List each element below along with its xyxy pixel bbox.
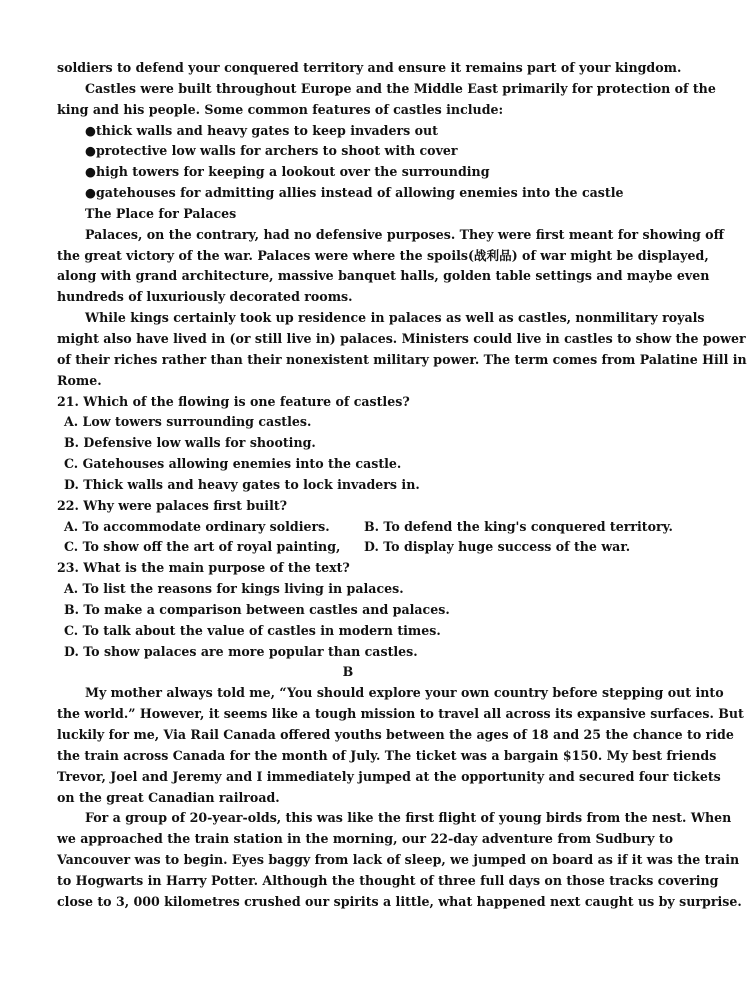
passage-line: hundreds of luxuriously decorated rooms. xyxy=(57,289,353,305)
question-stem: 23. What is the main purpose of the text? xyxy=(57,560,350,576)
passage-line: the train across Canada for the month of July. The ticket was a bargain $150. My best friends xyxy=(57,747,717,763)
passage-line: luckily for me, Via Rail Canada offered youths between the ages of 18 and 25 the chance to ride xyxy=(57,727,734,742)
answer-option: C. To talk about the value of castles in modern times. xyxy=(64,622,441,638)
answer-option-row xyxy=(57,517,673,538)
passage-line: we approached the train station in the morning, our 22-day adventure from Sudbury to xyxy=(57,831,674,847)
answer-option: B. Defensive low walls for shooting. xyxy=(64,435,316,451)
passage-line: While kings certainly took up residence in palaces as well as castles, nonmilitary royals xyxy=(85,310,705,326)
answer-option: D. Thick walls and heavy gates to lock invaders in. xyxy=(64,476,420,492)
answer-option: B. To make a comparison between castles and palaces. xyxy=(64,601,450,617)
bullet-item: ●high towers for keeping a lookout over the surrounding xyxy=(85,164,490,180)
answer-option: C. Gatehouses allowing enemies into the castle. xyxy=(64,456,402,472)
passage-line: soldiers to defend your conquered territory and ensure it remains part of your kingdom. xyxy=(57,60,682,75)
section-heading: The Place for Palaces xyxy=(85,205,237,221)
passage-line: Castles were built throughout Europe and the Middle East primarily for protection of the xyxy=(85,80,716,96)
passage-line: on the great Canadian railroad. xyxy=(57,789,280,805)
passage-line: might also have lived in (or still live in) palaces. Ministers could live in castles to show the power xyxy=(57,330,746,346)
answer-option: B. To defend the king's conquered territory. xyxy=(364,518,673,534)
answer-option: D. To display huge success of the war. xyxy=(364,539,631,555)
passage-line: Trevor, Joel and Jeremy and I immediately jumped at the opportunity and secured four tickets xyxy=(57,768,721,784)
bullet-item: ●thick walls and heavy gates to keep invaders out xyxy=(85,122,438,138)
answer-option: A. Low towers surrounding castles. xyxy=(64,414,312,430)
passage-heading: B xyxy=(342,664,354,680)
passage-line: of their riches rather than their nonexistent military power. The term comes from Palatine Hill in xyxy=(57,351,747,367)
passage-line: For a group of 20-year-olds, this was like the first flight of young birds from the nest. When xyxy=(85,810,732,826)
bullet-item: ●gatehouses for admitting allies instead of allowing enemies into the castle xyxy=(85,185,624,201)
question-stem: 22. Why were palaces first built? xyxy=(57,497,288,513)
answer-option: D. To show palaces are more popular than castles. xyxy=(64,643,418,659)
text-column xyxy=(57,58,747,913)
passage-line: the world.” However, it seems like a tough mission to travel all across its expansive surfaces. But xyxy=(57,706,744,722)
answer-option: A. To accommodate ordinary soldiers. xyxy=(64,518,330,534)
passage-line: close to 3, 000 kilometres crushed our spirits a little, what happened next caught us by surprise. xyxy=(57,893,742,909)
passage-line: along with grand architecture, massive banquet halls, golden table settings and maybe even xyxy=(57,268,710,284)
bullet-item: ●protective low walls for archers to shoot with cover xyxy=(85,143,458,159)
passage-line: Vancouver was to begin. Eyes baggy from lack of sleep, we jumped on board as if it was the train xyxy=(57,852,740,868)
answer-option: C. To show off the art of royal painting, xyxy=(64,539,341,555)
passage-line: Palaces, on the contrary, had no defensive purposes. They were first meant for showing off xyxy=(85,226,724,242)
answer-option: A. To list the reasons for kings living in palaces. xyxy=(64,581,404,597)
passage-line: king and his people. Some common features of castles include: xyxy=(57,101,504,117)
question-stem: 21. Which of the flowing is one feature of castles? xyxy=(57,393,410,409)
passage-line: to Hogwarts in Harry Potter. Although the thought of three full days on those tracks covering xyxy=(57,872,719,888)
passage-line: the great victory of the war. Palaces were where the spoils(战利品) of war might be displayed, xyxy=(57,247,709,263)
passage-line: My mother always told me, “You should explore your own country before stepping out into xyxy=(85,685,724,701)
answer-option-row xyxy=(57,537,639,558)
passage-line: Rome. xyxy=(57,372,102,388)
